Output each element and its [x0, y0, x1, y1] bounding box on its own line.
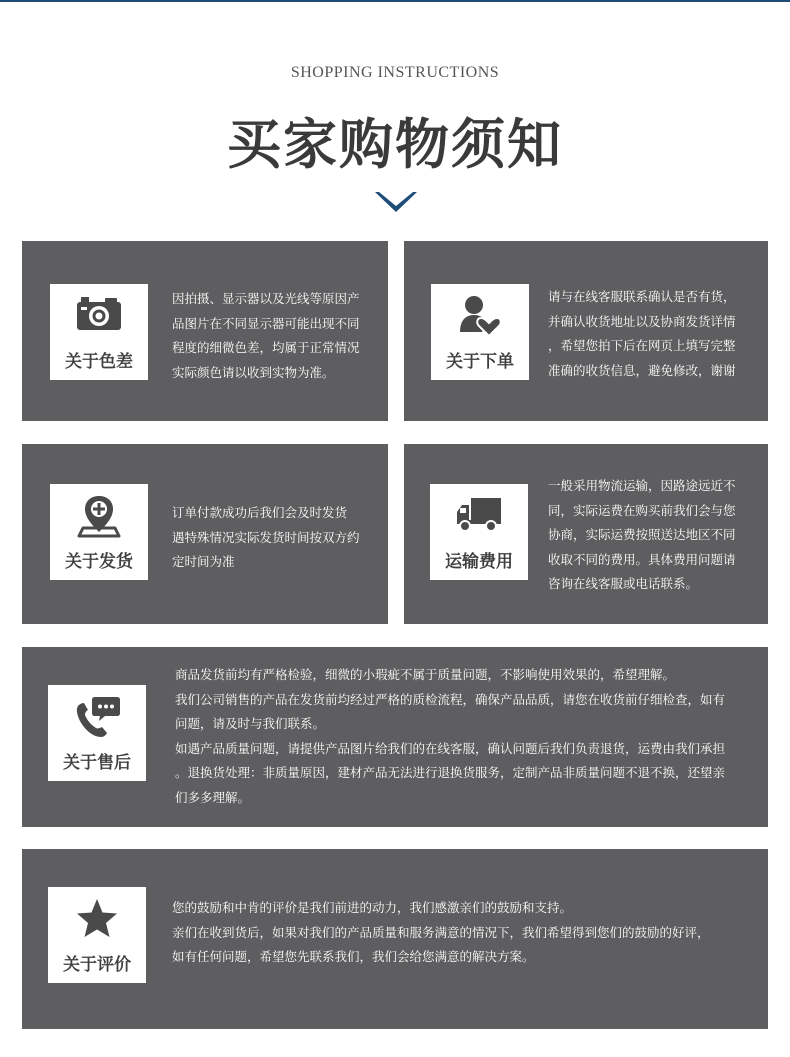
text-line: 们多多理解。: [175, 789, 251, 805]
section-text: [172, 896, 710, 970]
truck-icon: [455, 494, 503, 534]
section-label: 关于色差: [65, 352, 133, 372]
text-line: 并确认收货地址以及协商发货详情: [548, 313, 736, 329]
text-line: 品图片在不同显示器可能出现不同: [172, 315, 360, 331]
text-line: 如遇产品质量问题，请提供产品图片给我们的在线客服，确认问题后我们负责退货，运费由我们承担: [175, 740, 726, 756]
section-icon-box: [431, 284, 529, 380]
section-text: [175, 663, 725, 810]
page-subtitle: SHOPPING INSTRUCTIONS: [290, 64, 500, 81]
section-after-sales: [22, 647, 768, 827]
top-rule: [0, 0, 790, 2]
text-line: 定时间为准: [172, 554, 235, 569]
text-line: 商品发货前均有严格检验，细微的小瑕疵不属于质量问题，不影响使用效果的，希望理解。: [175, 667, 676, 682]
text-line: 订单付款成功后我们会及时发货: [172, 505, 348, 520]
text-line: 因拍摄、显示器以及光线等原因产: [172, 291, 360, 306]
section-label: 运输费用: [445, 552, 513, 572]
text-line: 同，实际运费在购买前我们会与您: [548, 502, 736, 518]
page-title: 买家购物须知: [227, 112, 563, 176]
section-icon-box: [430, 484, 528, 580]
section-label: 关于发货: [65, 552, 133, 572]
section-icon-box: [48, 887, 146, 983]
section-label: 关于售后: [63, 753, 131, 773]
phone-chat-icon: [73, 695, 121, 739]
section-text: [548, 474, 736, 597]
text-line: 。退换货处理：非质量原因，建材产品无法进行退换货服务，定制产品非质量问题不退不换，还望亲: [175, 765, 726, 780]
section-color-difference: [22, 241, 388, 421]
section-icon-box: [48, 685, 146, 781]
section-order: [404, 241, 768, 421]
section-text: [548, 285, 736, 383]
section-label: 关于下单: [446, 352, 514, 372]
text-line: 如有任何问题，希望您先联系我们，我们会给您满意的解决方案。: [172, 949, 535, 964]
text-line: 实际颜色请以收到实物为准。: [172, 364, 335, 380]
section-shipping: [22, 444, 388, 624]
text-line: 亲们在收到货后，如果对我们的产品质量和服务满意的情况下，我们希望得到您们的鼓励的好评，: [172, 924, 710, 940]
text-line: 您的鼓励和中肯的评价是我们前进的动力，我们感激亲们的鼓励和支持。: [172, 900, 573, 915]
text-line: 请与在线客服联系确认是否有货，: [548, 289, 736, 304]
text-line: ，希望您拍下后在网页上填写完整: [548, 338, 736, 353]
star-icon: [75, 897, 119, 939]
user-heart-icon: [458, 294, 502, 338]
location-pin-icon: [77, 494, 121, 538]
section-text: [172, 287, 360, 385]
text-line: 收取不同的费用。具体费用问题请: [548, 551, 736, 567]
section-review: [22, 849, 768, 1029]
text-line: 一般采用物流运输，因路途远近不: [548, 478, 736, 493]
section-label: 关于评价: [63, 955, 131, 975]
section-icon-box: [50, 284, 148, 380]
text-line: 程度的细微色差，均属于正常情况: [172, 340, 360, 355]
text-line: 问题，请及时与我们联系。: [175, 716, 326, 731]
text-line: 遇特殊情况实际发货时间按双方约: [172, 529, 360, 545]
text-line: 咨询在线客服或电话联系。: [548, 576, 699, 591]
text-line: 准确的收货信息，避免修改，谢谢: [548, 362, 736, 378]
camera-icon: [74, 294, 124, 334]
section-text: [172, 501, 360, 575]
section-freight: [404, 444, 768, 624]
text-line: 协商，实际运费按照送达地区不同: [548, 527, 736, 542]
chevron-down-icon: [373, 190, 419, 216]
text-line: 我们公司销售的产品在发货前均经过严格的质检流程，确保产品品质，请您在收货前仔细检查，如有: [175, 691, 726, 707]
section-icon-box: [50, 484, 148, 580]
